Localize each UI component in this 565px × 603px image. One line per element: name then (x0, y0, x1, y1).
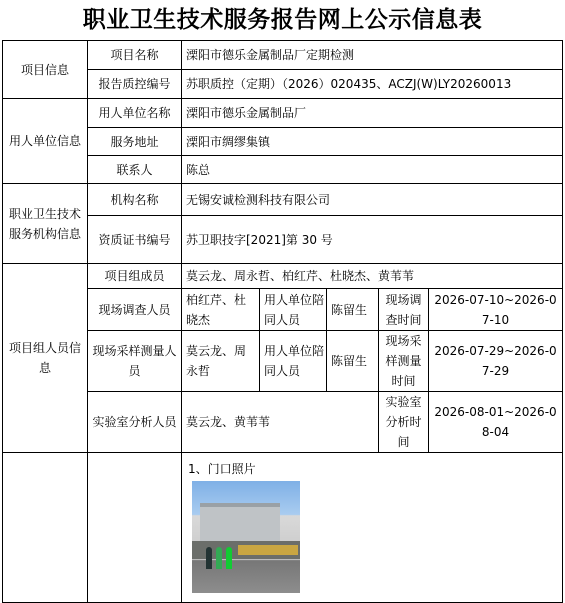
photo-person (216, 547, 222, 569)
section-agency: 职业卫生技术服务机构信息 (3, 184, 88, 264)
label-survey-time: 现场调查时间 (379, 289, 429, 331)
photo-sign (238, 545, 298, 555)
value-lab-staff: 莫云龙、黄苇苇 (182, 392, 379, 453)
value-sampling-time: 2026-07-29~2026-07-29 (429, 331, 563, 392)
value-contact: 陈总 (182, 156, 563, 184)
value-sampling-escort: 陈留生 (327, 331, 379, 392)
label-contact: 联系人 (88, 156, 182, 184)
value-team-members: 莫云龙、周永哲、柏红芹、杜晓杰、黄苇苇 (182, 264, 563, 289)
label-survey-escort: 用人单位陪同人员 (260, 289, 327, 331)
photos-spacer-cell (88, 453, 182, 603)
label-report-number: 报告质控编号 (88, 70, 182, 99)
label-sampling-time: 现场采样测量时间 (379, 331, 429, 392)
value-cert-number: 苏卫职技字[2021]第 30 号 (182, 216, 563, 264)
photos-cell (182, 453, 563, 603)
label-sampling-staff: 现场采样测量人员 (88, 331, 182, 392)
value-report-number: 苏职质控（定期）（2026）020435、ACZJ(W)LY20260013 (182, 70, 563, 99)
label-lab-staff: 实验室分析人员 (88, 392, 182, 453)
label-sampling-escort: 用人单位陪同人员 (260, 331, 327, 392)
value-employer-name: 溧阳市德乐金属制品厂 (182, 99, 563, 128)
section-project-info: 项目信息 (3, 41, 88, 99)
photo-person (226, 547, 232, 569)
gate-photo (192, 481, 300, 593)
value-survey-staff: 柏红芹、杜晓杰 (182, 289, 260, 331)
label-agency-name: 机构名称 (88, 184, 182, 216)
photos-section-cell (3, 453, 88, 603)
label-cert-number: 资质证书编号 (88, 216, 182, 264)
value-lab-time: 2026-08-01~2026-08-04 (429, 392, 563, 453)
label-team-members: 项目组成员 (88, 264, 182, 289)
info-table (2, 40, 563, 603)
label-project-name: 项目名称 (88, 41, 182, 70)
page-title: 职业卫生技术服务报告网上公示信息表 (82, 7, 483, 33)
label-employer-name: 用人单位名称 (88, 99, 182, 128)
value-agency-name: 无锡安诚检测科技有限公司 (182, 184, 563, 216)
photo-person (206, 547, 212, 569)
value-project-name: 溧阳市德乐金属制品厂定期检测 (182, 41, 563, 70)
section-personnel: 项目组人员信息 (3, 264, 88, 453)
photo-caption: 1、门口照片 (188, 462, 256, 476)
value-sampling-staff: 莫云龙、周永哲 (182, 331, 260, 392)
section-employer: 用人单位信息 (3, 99, 88, 184)
label-survey-staff: 现场调查人员 (88, 289, 182, 331)
value-survey-escort: 陈留生 (327, 289, 379, 331)
value-survey-time: 2026-07-10~2026-07-10 (429, 289, 563, 331)
label-service-address: 服务地址 (88, 128, 182, 156)
label-lab-time: 实验室分析时间 (379, 392, 429, 453)
value-service-address: 溧阳市绸缪集镇 (182, 128, 563, 156)
